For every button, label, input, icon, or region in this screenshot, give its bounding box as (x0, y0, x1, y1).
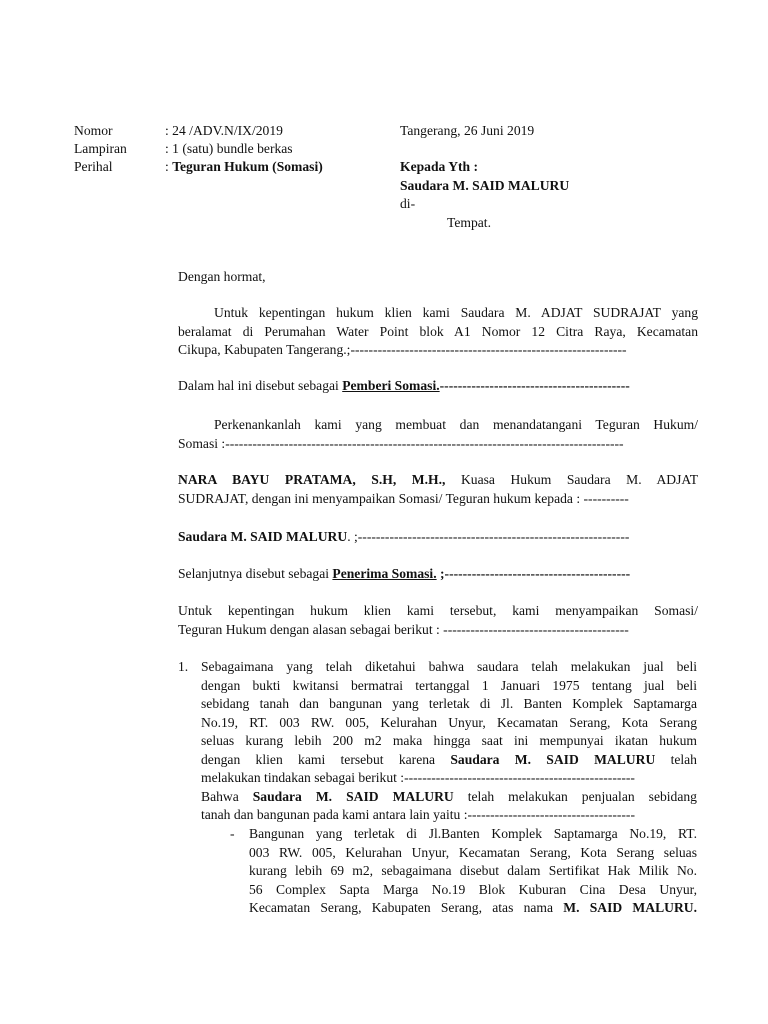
sub-line-pre: Kecamatan Serang, Kabupaten Serang, atas nama (249, 900, 564, 915)
penerima-term: Penerima Somasi. (332, 566, 437, 581)
recipient-name: Saudara M. SAID MALURU (400, 178, 570, 193)
penerima-dash: ;----------------------------------------- (436, 566, 631, 581)
paragraph-line: beralamat di Perumahan Water Point blok A1 Nomor 12 Citra Raya, Kecamatan (178, 323, 698, 339)
paragraph-alasan (178, 602, 698, 639)
kepada-yth: Kepada Yth : (400, 159, 479, 174)
paragraph-pemberi (178, 377, 698, 396)
perihal-label: Perihal (74, 159, 113, 174)
paragraph-perkenankan (178, 416, 698, 453)
saudara-rest: . ;------------------------------------------------------------ (347, 529, 630, 544)
paragraph-line: Somasi :---------------------------------------------------------------------------------------- (178, 435, 624, 451)
paragraph-client (178, 304, 698, 360)
list-line: dengan bukti kwitansi bermatrai tertanggal 1 Januari 1975 tentang jual beli (201, 677, 697, 693)
sub-line: 003 RW. 005, Kelurahan Unyur, Kecamatan Serang, Kota Serang seluas (249, 844, 697, 860)
list-line-pre: dengan klien kami tersebut karena (201, 751, 451, 767)
attorney-name: NARA BAYU PRATAMA, S.H, M.H., (178, 472, 446, 487)
paragraph-line: Untuk kepentingan hukum klien kami Saudara M. ADJAT SUDRAJAT yang (214, 305, 698, 320)
said-maluru-name: Saudara M. SAID MALURU (252, 788, 454, 804)
list-line-pre: Bahwa (201, 788, 253, 804)
paragraph-line: Perkenankanlah kami yang membuat dan menandatangani Teguran Hukum/ (214, 417, 698, 432)
paragraph-saudara (178, 528, 698, 547)
said-maluru-name: Saudara M. SAID MALURU (450, 751, 656, 767)
greeting: Dengan hormat, (178, 269, 266, 284)
sub-line: 56 Complex Sapta Marga No.19 Blok Kuburan Cina Desa Unyur, (249, 881, 697, 897)
list-line: Sebagaimana yang telah diketahui bahwa saudara telah melakukan jual beli (201, 659, 697, 674)
perihal-value (165, 158, 323, 176)
sub-line: kurang lebih 69 m2, sebagaimana disebut dalam Sertifikat Hak Milik No. (249, 863, 697, 878)
di-label: di- (400, 196, 416, 211)
list-line: sebidang tanah dan bangunan yang terletak di Jl. Banten Komplek Saptamarga (201, 696, 697, 711)
perihal-colon: : (165, 159, 173, 174)
said-maluru-name: M. SAID MALURU. (563, 900, 697, 915)
kuasa-rest: Kuasa Hukum Saudara M. ADJAT (445, 472, 698, 487)
paragraph-line: Teguran Hukum dengan alasan sebagai berikut : ----------------------------------------- (178, 621, 629, 637)
paragraph-kuasa (178, 471, 698, 508)
list-line: melakukan tindakan sebagai berikut :--------------------------------------------------- (201, 770, 635, 785)
list-number: 1. (178, 659, 189, 674)
list-line-post: telah (655, 751, 697, 767)
list-line: tanah dan bangunan pada kami antara lain yaitu :------------------------------------- (201, 807, 635, 822)
list-line: seluas kurang lebih 200 m2 maka hingga saat ini mempunyai ikatan hukum (201, 733, 697, 748)
sub-item-dash: - (230, 826, 235, 841)
said-maluru-name: Saudara M. SAID MALURU (178, 529, 348, 544)
tempat-label: Tempat. (447, 215, 491, 230)
paragraph-line: Cikupa, Kabupaten Tangerang.;------------------------------------------------------------- (178, 342, 627, 357)
paragraph-penerima (178, 565, 698, 584)
list-line: No.19, RT. 003 RW. 005, Kelurahan Unyur, Kecamatan Serang, Kota Serang (201, 714, 697, 730)
perihal-subject: Teguran Hukum (Somasi) (172, 159, 323, 174)
lampiran-label: Lampiran (74, 141, 127, 156)
place-date: Tangerang, 26 Juni 2019 (400, 123, 535, 138)
nomor-value: : 24 /ADV.N/IX/2019 (165, 123, 283, 138)
paragraph-line: SUDRAJAT, dengan ini menyampaikan Somasi/ Teguran hukum kepada : ---------- (178, 490, 629, 506)
lampiran-value: : 1 (satu) bundle berkas (165, 141, 293, 156)
list-item (201, 658, 697, 825)
sub-line: Bangunan yang terletak di Jl.Banten Komplek Saptamarga No.19, RT. (249, 826, 697, 841)
sub-list-item (249, 825, 697, 918)
penerima-pre: Selanjutnya disebut sebagai (178, 566, 333, 581)
pemberi-pre: Dalam hal ini disebut sebagai (178, 378, 343, 393)
nomor-label: Nomor (74, 123, 113, 138)
paragraph-line: Untuk kepentingan hukum klien kami tersebut, kami menyampaikan Somasi/ (178, 603, 698, 618)
pemberi-dash: ------------------------------------------ (439, 378, 630, 393)
pemberi-term: Pemberi Somasi. (342, 378, 440, 393)
list-line-post: telah melakukan penjualan sebidang (453, 788, 697, 804)
